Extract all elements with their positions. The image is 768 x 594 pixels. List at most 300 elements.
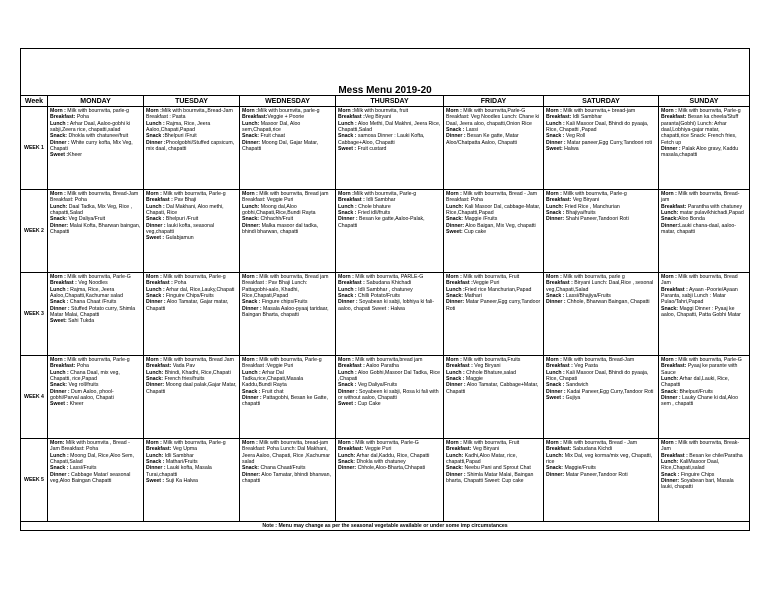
meal-items: Fried rice Manchurian,Papad <box>464 286 532 293</box>
meal-items: Veg Noodles <box>76 280 108 287</box>
meal-items: Biryani Lunch: Daal,Rice , sesonal veg,Chapati,Salad <box>546 280 654 293</box>
meal-label: Snack: <box>242 465 260 472</box>
meal-items: Milk with bournvita, parle g <box>561 274 625 280</box>
meal-items: Suji Ka Halwa <box>164 478 198 485</box>
meal-label: Snack: <box>446 216 464 223</box>
meal-items: Veg Daliya/Fruit <box>67 216 106 223</box>
meal-items: Milk with bournvita, Parle-g <box>161 274 226 280</box>
meal-label: Breakfast : <box>338 280 365 287</box>
meal-label: Snack : <box>446 127 465 134</box>
meal-items: Arhar dal, Rice,Lauky,Chapati <box>164 286 235 293</box>
meal-label: Morn : <box>146 108 162 114</box>
meal-label: Breakfast: <box>50 114 76 121</box>
meal-items: Finguire Chips <box>679 471 715 478</box>
menu-line <box>338 146 441 152</box>
week-label: WEEK 4 <box>21 356 48 439</box>
meal-items: Bhelpuri /Fruit <box>164 133 197 140</box>
meal-items: Malka masoor dal tadka, bhindi bharwan, chapatti <box>242 222 319 236</box>
menu-cell <box>144 273 240 356</box>
menu-line <box>50 223 141 236</box>
meal-items: Lauki kofta, Masala Turai,chapatti <box>146 465 212 478</box>
meal-items: Lauki chana-daal, aaloo-matar, chapatti <box>661 222 736 236</box>
meal-label: Lunch : <box>338 286 357 293</box>
menu-line <box>446 191 541 204</box>
meal-items: Milk with bournvita, Break-Jam <box>661 440 740 453</box>
menu-line <box>446 299 541 312</box>
menu-line <box>242 472 333 485</box>
meal-label: Lunch: <box>661 210 679 217</box>
menu-line <box>50 191 141 204</box>
meal-label: Dinner: <box>446 299 465 306</box>
meal-items: Kheer <box>68 152 83 159</box>
meal-items: Bhelpuri/Fruits <box>678 388 713 395</box>
meal-items: Palak Aloo gravy, Kaddu masala,chapatti <box>661 146 739 159</box>
meal-items: Rajma, Rice, Jeera Aaloo,Chapatti,Kachumar salad <box>50 286 123 300</box>
meal-items: Veg roll/fruits <box>67 382 99 389</box>
meal-label: Morn : <box>446 357 462 363</box>
menu-line <box>546 216 656 222</box>
meal-items: Maggi Dinner : Pyaaj ke aaloo, Chapatti, Patta Gobhi Matar <box>661 305 741 319</box>
meal-label: Dinner: <box>242 471 261 478</box>
meal-items: Veg Daliya/Fruits <box>356 382 398 389</box>
meal-label: Dinner : <box>50 139 70 146</box>
meal-items: Arhar dal,Kaddu, Rice, Chapatti <box>355 452 430 459</box>
meal-label: Snack: <box>546 465 564 472</box>
meal-items: Sabudana Kichdi <box>571 446 613 453</box>
menu-line <box>546 146 656 152</box>
menu-cell <box>659 190 750 273</box>
menu-cell <box>444 273 544 356</box>
menu-cell <box>444 439 544 522</box>
meal-items: KaliMasoor Daal, Rice,Chapati,salad <box>661 459 720 472</box>
menu-cell <box>544 439 659 522</box>
meal-label: Dinner: <box>546 216 565 223</box>
meal-items: Poha <box>75 114 89 121</box>
meal-items: Milk with bournvita, Bread - Jam Breakfast: Poha <box>446 191 538 204</box>
meal-items: Aloo Gobhi,Masoor Dal Tadka, Rice ,Chapati <box>338 369 440 383</box>
menu-line <box>146 108 237 121</box>
meal-items: Kali Masoor Daal, Bhindi do pyaaja, Rice, Chapati <box>546 369 649 383</box>
meal-items: Aloo Tamatar, bhindi bharwan, chapatti <box>242 471 332 485</box>
meal-label: Snack : <box>546 382 565 389</box>
meal-items: Aloo Baigan, Mix Veg, chapatti <box>464 222 536 229</box>
meal-items: Soyabean ki sabji, lobhiya ki fali-aaloo, chapati Sweet : Halwa <box>338 299 435 312</box>
meal-label: Sweet : <box>146 478 165 485</box>
meal-label: Sweet: <box>50 318 67 325</box>
meal-label: Snack: <box>242 133 260 140</box>
meal-label: Breakfast: <box>661 363 687 370</box>
meal-items: Fried Rice , Manchurian <box>563 203 620 210</box>
column-header-saturday: SATURDAY <box>544 96 659 107</box>
menu-line <box>242 440 333 465</box>
meal-items: Aloo Tamatar, Cabbage+Matar, Chapatti <box>446 382 539 395</box>
meal-items: Aloo Methi, Dal Makhni, Jeera Rice, Chapatti,Salad <box>338 120 441 134</box>
meal-label: Lunch : <box>50 369 69 376</box>
meal-label: Dinner : <box>446 382 466 389</box>
meal-label: Sweet : <box>338 146 357 153</box>
meal-items: Milk with bournvita, Bread-Jam Breakfast: Poha <box>50 191 139 204</box>
meal-items: Milk with bournvita,Parle-G Breakfast: Veg Noodles Lunch: Chane ki Daal, Jeera aloo, chapatti,Onion Rice <box>446 108 540 127</box>
menu-cell <box>144 107 240 190</box>
meal-items: Milk with bournvita,,Bread-Jam Breakfast : Pasta <box>146 108 233 121</box>
meal-items: lauki kofta, seasonal veg,chapatti <box>146 222 215 236</box>
meal-label: Sweet: <box>546 146 563 153</box>
menu-cell <box>48 273 144 356</box>
meal-items: Soyabeen ki sabji, Rosa ki fali with or without aaloo, Chapatti <box>338 388 439 402</box>
meal-label: Snack : <box>242 388 261 395</box>
meal-items: Veg Biryani <box>471 446 500 453</box>
menu-line <box>242 223 333 236</box>
meal-label: Dinner : <box>338 299 358 306</box>
meal-items: Lauky Chane ki dal,Aloo sem , chapatti <box>661 395 738 408</box>
menu-cell <box>659 107 750 190</box>
meal-items: Moong daal palak,Gajar Matar, Chapatti <box>146 382 237 395</box>
meal-label: Dinner : <box>546 299 566 306</box>
menu-line <box>546 280 656 293</box>
meal-label: Snack : <box>661 471 680 478</box>
meal-items: Chole bhature <box>356 203 391 210</box>
meal-label: Morn : <box>50 108 66 114</box>
meal-items: Milk with bournvita, Fruit <box>461 274 520 280</box>
menu-line <box>50 306 141 319</box>
menu-line <box>661 191 747 204</box>
menu-line <box>146 235 237 241</box>
meal-label: Snack : <box>338 210 357 217</box>
meal-label: Dinner : <box>338 388 358 395</box>
meal-label: Breakfast: <box>546 114 572 121</box>
meal-label: Snack : <box>146 133 165 140</box>
menu-cell <box>240 439 336 522</box>
meal-items: Idli Sambhar <box>364 197 396 204</box>
menu-line <box>446 453 541 466</box>
meal-label: Dinner: <box>338 465 357 472</box>
meal-items: Chana Chaat/Fruits <box>259 465 306 472</box>
meal-items: Maggie /Fruits <box>463 216 498 223</box>
menu-line <box>242 306 333 319</box>
meal-items: Milk with bournvita, Bread jam Breakfast: Veggie Puri <box>242 191 329 204</box>
meal-items: Milk with bournvita, Bread-jam <box>661 191 740 204</box>
meal-label: Lunch : <box>50 120 69 127</box>
meal-label: Snack : <box>50 299 69 306</box>
meal-label: Morn : <box>146 357 162 363</box>
meal-items: Pyaaj ke parante with Sauce <box>661 363 738 376</box>
meal-label: Lunch : <box>50 286 69 293</box>
menu-cell <box>444 356 544 439</box>
meal-items: Chana Daal, mix veg, Chapatti, rice,Papad <box>50 369 120 383</box>
meal-label: Morn : <box>146 274 162 280</box>
menu-cell <box>240 356 336 439</box>
meal-items: Aloo Tamatar, Gajar matar, Chapatti <box>146 299 229 312</box>
meal-label: Snack : <box>338 293 357 300</box>
meal-label: Breakfast: <box>50 363 76 370</box>
meal-items: Vada Pav <box>171 363 195 370</box>
meal-items: Bhindi, Khadhi, Rice,Chapati <box>163 369 231 376</box>
meal-label: Breakfast : <box>546 363 573 370</box>
menu-cell <box>144 190 240 273</box>
meal-label: Morn : <box>446 108 462 114</box>
meal-items: Lassi/Fruits <box>68 465 97 472</box>
meal-label: Snack: <box>146 376 164 383</box>
meal-label: Morn : <box>546 191 562 197</box>
menu-line <box>338 389 441 402</box>
meal-label: Lunch : <box>338 369 357 376</box>
meal-items: Besan ke gatte,Aaloo-Palak, Chapatti <box>338 216 425 229</box>
menu-line <box>146 465 237 478</box>
menu-line <box>661 395 747 408</box>
meal-label: Morn : <box>242 357 258 363</box>
menu-cell <box>336 273 444 356</box>
meal-items: Aaloo Paratha <box>364 363 399 370</box>
meal-label: Dinner : <box>446 133 466 140</box>
meal-items: Kheer <box>68 401 84 408</box>
menu-line <box>146 382 237 395</box>
menu-line <box>546 472 656 478</box>
week-row <box>21 190 750 273</box>
meal-items: Rajma, Rice, Jeera Aaloo,Chapati,Papad <box>146 120 211 134</box>
meal-items: Chilli Potato/Fruits <box>356 293 400 300</box>
column-header-tuesday: TUESDAY <box>144 96 240 107</box>
meal-items: Veg Pasta <box>572 363 598 370</box>
menu-line <box>50 287 141 300</box>
menu-line <box>661 223 747 236</box>
meal-items: Pattagobhi, Besan ke Gatte, chapatti <box>242 395 328 408</box>
meal-label: Sweet : <box>50 401 69 408</box>
meal-items: Stuffed Potato curry, Shimla Matar Malai, Chapatti <box>50 305 136 319</box>
meal-items: Chana Chaat /Fruits <box>68 299 117 306</box>
meal-label: Breakfast: <box>146 363 172 370</box>
meal-items: Masala Aaloo-pyaaj taridaar, Baingan Bharta, chapatti <box>242 305 329 319</box>
meal-label: Dinner : <box>242 395 262 402</box>
meal-label: Breakfast: <box>242 114 268 121</box>
meal-label: Dinner : <box>146 139 166 146</box>
meal-items: Idli Sambhar , chatuney <box>356 286 413 293</box>
meal-items: Kadhi,Aloo Matar, rice, chapatti,Papad <box>446 452 517 466</box>
meal-label: Morn : <box>446 274 462 280</box>
menu-line <box>446 229 541 235</box>
mess-menu-sheet <box>20 48 749 568</box>
meal-label: Snack : <box>546 210 565 217</box>
meal-items: Gulabjamun <box>164 235 194 242</box>
meal-label: Morn : <box>338 108 354 114</box>
meal-label: Morn : <box>242 274 258 280</box>
meal-label: Morn : <box>338 357 354 363</box>
meal-items: Kali Masoor Dal, cabbage-Matar, Rice,Chapatti,Papad <box>446 203 541 217</box>
menu-line <box>546 370 656 383</box>
meal-items: Poha <box>75 363 89 370</box>
meal-label: Snack : <box>50 465 69 472</box>
meal-items: Fried idli/fruits <box>356 210 391 217</box>
meal-items: Parantha with chatuney <box>686 203 743 210</box>
menu-line <box>50 472 141 485</box>
menu-line <box>446 108 541 127</box>
menu-line <box>338 216 441 229</box>
meal-label: Morn : <box>546 108 562 114</box>
meal-label: Sweet : <box>146 235 165 242</box>
meal-items: Milk with bournvita,Fruits <box>461 357 521 363</box>
meal-items: Millk with bournvita, Parle-g <box>561 191 627 197</box>
menu-line <box>661 440 747 453</box>
meal-label: Lunch: <box>661 459 679 466</box>
meal-items: Mathari <box>463 293 482 300</box>
meal-label: Dinner : <box>338 216 358 223</box>
meal-items: Milk with bournvita,+ bread-jam <box>561 108 636 114</box>
meal-items: Moong Dal, Gajar Matar, Chapatti <box>242 139 319 153</box>
meal-items: Chhachh/Fruit <box>259 216 294 223</box>
meal-items: Kadai Paneer,Egg Curry,Tandoor Roti <box>565 388 654 395</box>
meal-label: Morn : <box>661 191 677 197</box>
meal-label: Morn : <box>50 357 66 363</box>
meal-label: Lunch: <box>242 203 260 210</box>
meal-label: Sweet : <box>50 152 69 159</box>
meal-label: Snack : <box>146 293 165 300</box>
meal-label: Dinner : <box>661 146 681 153</box>
meal-label: Morn : <box>242 108 258 114</box>
meal-label: Snack : <box>242 299 261 306</box>
meal-items: Milk with bournvita, Parle-g Breakfast :Veggie Puri <box>242 357 322 370</box>
meal-items: Fingure chips/Fruits <box>260 299 308 306</box>
menu-cell <box>544 356 659 439</box>
menu-cell <box>144 439 240 522</box>
menu-cell <box>659 439 750 522</box>
meal-label: Morn : <box>50 191 66 197</box>
meal-items: Dal Makhani, Aloo methi, Chapati, Rice <box>146 203 224 217</box>
menu-line <box>50 318 141 324</box>
menu-cell <box>544 107 659 190</box>
meal-label: Morn : <box>546 274 562 280</box>
menu-line <box>50 440 141 453</box>
meal-label: Breakfast: <box>546 197 572 204</box>
menu-line <box>338 121 441 134</box>
meal-items: Milk with bournvita, bread-jam Breakfast: Poha Lunch: Dal Makhani, Jeera Aaloo, Chapati, Rice ,Kachumar salad <box>242 440 330 466</box>
meal-items: Chhole, Bharwan Baingan, Chapatti <box>565 299 650 306</box>
meal-label: Dinner : <box>546 139 566 146</box>
meal-label: Dinner: <box>446 222 465 229</box>
meal-label: Dinner: <box>546 471 565 478</box>
meal-label: Morn : <box>661 274 677 280</box>
meal-label: Lunch: <box>338 452 356 459</box>
meal-label: Breakfast: <box>661 114 687 121</box>
menu-line <box>446 472 541 485</box>
menu-line <box>661 376 747 389</box>
meal-items: Fruit chaat <box>259 133 285 140</box>
meal-items: Maggie <box>464 376 483 383</box>
meal-label: Lunch : <box>146 203 165 210</box>
meal-items: Sabudana Khichadi <box>364 280 412 287</box>
meal-label: Dinner : <box>661 395 681 402</box>
meal-items: Veggie Puri <box>363 446 392 453</box>
menu-line <box>546 121 656 134</box>
meal-items: Phoolgobhi/Stuffed capsicum, mix daal, chapatti <box>146 139 235 153</box>
meal-items: Milk with bournvita, Bread-Jam <box>561 357 635 363</box>
menu-table <box>20 48 750 531</box>
meal-label: Dinner: <box>661 478 680 485</box>
meal-items: Milk with bournvita,bread jam <box>353 357 423 363</box>
column-header-friday: FRIDAY <box>444 96 544 107</box>
meal-label: Snack: <box>50 382 68 389</box>
week-row <box>21 356 750 439</box>
meal-items: Fruit chat <box>260 388 284 395</box>
meal-items: Veg Upma <box>171 446 198 453</box>
menu-line <box>50 121 141 134</box>
meal-label: Snack: <box>661 388 679 395</box>
meal-items: Milk with bournvita, Parle-G <box>353 440 419 446</box>
meal-label: Morn : <box>661 108 677 114</box>
menu-line <box>146 478 237 484</box>
meal-items: Cabbage Matar/ seasonal veg,Aloo Baingan Chapatti <box>50 471 131 485</box>
meal-label: Dinner : <box>146 299 166 306</box>
menu-line <box>446 382 541 395</box>
week-row <box>21 439 750 522</box>
menu-line <box>146 121 237 134</box>
meal-label: Snack : <box>338 382 357 389</box>
meal-items: Malai Kofta, Bharwan baingan, Chapatti <box>50 222 141 236</box>
meal-label: Lunch : <box>546 120 565 127</box>
meal-label: Breakfast: <box>446 446 472 453</box>
meal-label: Dinner: <box>50 222 69 229</box>
meal-items: Gujiya <box>564 395 581 402</box>
menu-line <box>546 299 656 305</box>
menu-cell <box>48 107 144 190</box>
meal-label: Morn : <box>338 274 354 280</box>
menu-line <box>338 465 441 471</box>
meal-items: Veggie + Poorie <box>267 114 305 121</box>
meal-label: Snack: <box>446 465 464 472</box>
meal-label: Breakfast: <box>146 446 172 453</box>
meal-items: Veg Biryani <box>472 363 501 370</box>
meal-label: Lunch: <box>661 376 679 383</box>
meal-items: Lassi <box>464 127 479 134</box>
meal-items: Bhajiya/fruits <box>564 210 596 217</box>
meal-label: Breakfast : <box>546 280 573 287</box>
meal-items: Dum Aaloo, phool-gobhi/Parval aaloo, Chapati <box>50 388 114 402</box>
meal-items: Daal Tadka, Mix Veg, Rice , chapatti,Salad <box>50 203 133 217</box>
menu-line <box>146 299 237 312</box>
meal-items: Cup Cake <box>356 401 381 408</box>
meal-items: Milk with bournvita, Parle-g <box>676 108 741 114</box>
menu-line <box>661 287 747 306</box>
meal-label: Lunch: <box>546 203 564 210</box>
meal-label: Dinner : <box>146 222 166 229</box>
menu-line <box>242 191 333 204</box>
page-title: Mess Menu 2019-20 <box>21 49 750 96</box>
meal-items: Arhar Dal Tadka,rice,Chapati,Masala Kaddu,Bundi Rayta <box>242 369 304 389</box>
menu-line <box>661 363 747 376</box>
meal-items: Finguire Chips/Fruits <box>164 293 214 300</box>
meal-label: Dinner: <box>661 222 680 229</box>
meal-items: Milk with bournvita, fruit <box>353 108 409 114</box>
menu-line <box>661 114 747 146</box>
meal-label: Sweet : <box>546 395 565 402</box>
meal-items: Shimla Matar Malai, Baingan bharta, Chapatti Sweet: Cup cake <box>446 471 534 485</box>
meal-items: Milk with bournvita, Parle-G <box>65 274 131 280</box>
meal-items: Milk with bournvita, parle-g <box>65 108 129 114</box>
meal-label: Morn : <box>338 440 354 446</box>
meal-items: Veg Biryani <box>364 114 392 121</box>
menu-line <box>242 395 333 408</box>
menu-line <box>242 274 333 299</box>
menu-cell <box>240 107 336 190</box>
meal-label: Snack: <box>50 133 68 140</box>
menu-cell <box>240 190 336 273</box>
meal-items: Shahi Paneer,Tandoori Roti <box>564 216 629 223</box>
menu-line <box>338 370 441 383</box>
menu-cell <box>336 107 444 190</box>
meal-items: Besan ka cheela/Stuff paranta(Gobhi) Lunch: Arhar daal,Lobhiya-gajar matar, chapatti,rice Snack: French fries, Fetch up <box>661 114 739 146</box>
footer-note: Note : Menu may change as per the seasonal vegetable available or under some imp circumstances <box>21 522 750 531</box>
menu-line <box>50 370 141 383</box>
menu-line <box>661 459 747 472</box>
meal-items: Milk with bournvita, PARLE-G <box>353 274 424 280</box>
